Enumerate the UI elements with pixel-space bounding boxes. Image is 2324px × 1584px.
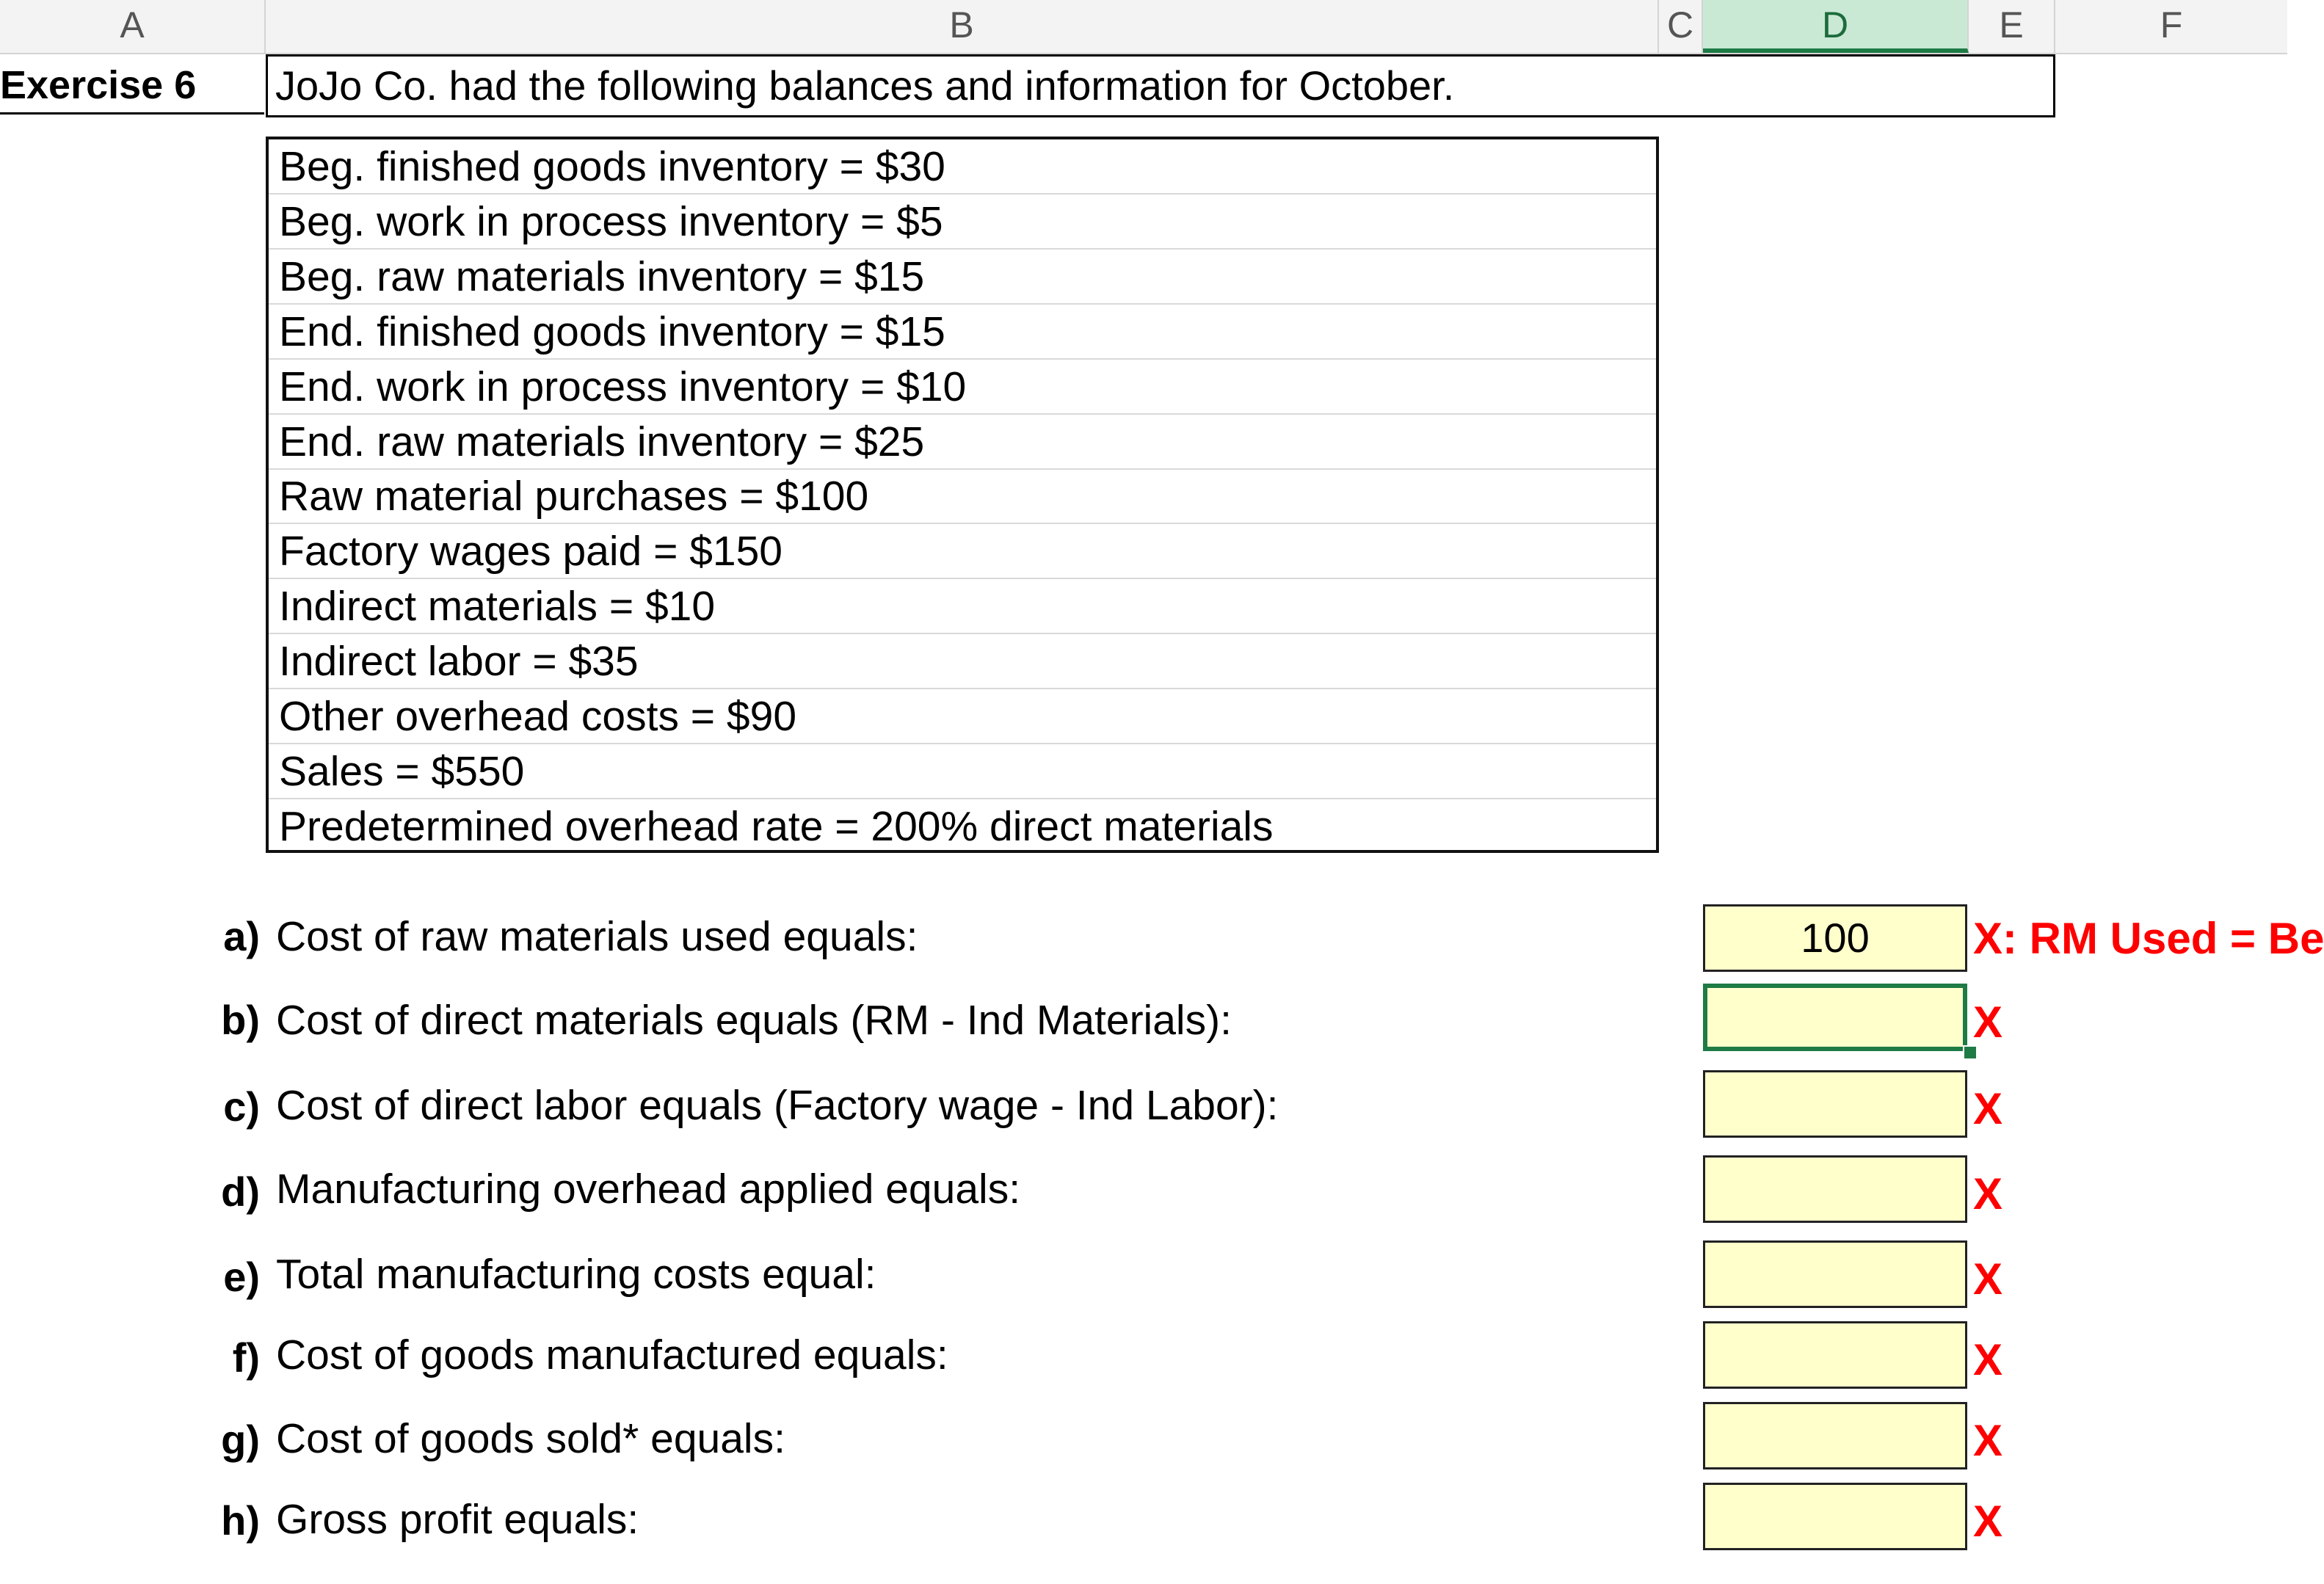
- info-row[interactable]: [269, 195, 1656, 250]
- info-row[interactable]: [269, 305, 1656, 360]
- column-header-bar: [0, 0, 2287, 54]
- column-header-f[interactable]: F: [2160, 4, 2183, 46]
- column-header-a[interactable]: A: [0, 0, 266, 53]
- answer-cell-c[interactable]: [1703, 1070, 1967, 1138]
- info-text: Other overhead costs = $90: [279, 693, 797, 740]
- info-row[interactable]: [269, 250, 1656, 305]
- feedback-mark-a: X: RM Used = Be: [1973, 914, 2324, 963]
- answer-cell-g[interactable]: [1703, 1402, 1967, 1469]
- info-text: End. work in process inventory = $10: [279, 363, 967, 410]
- info-row[interactable]: [269, 360, 1656, 415]
- exercise-title-cell[interactable]: [266, 54, 2055, 117]
- info-row[interactable]: [269, 799, 1656, 854]
- question-letter-h: h): [221, 1497, 260, 1544]
- question-text-f: Cost of goods manufactured equals:: [276, 1331, 948, 1378]
- info-table: [266, 137, 1659, 853]
- info-row[interactable]: [269, 139, 1656, 195]
- info-text: Indirect labor = $35: [279, 638, 639, 686]
- info-text: Beg. raw materials inventory = $15: [279, 253, 925, 300]
- question-letter-g: g): [221, 1417, 260, 1463]
- info-text: Sales = $550: [279, 747, 525, 795]
- exercise-title: JoJo Co. had the following balances and information for October.: [275, 62, 1455, 109]
- feedback-mark-h: X: [1973, 1497, 2003, 1546]
- column-header-b[interactable]: B: [266, 0, 1659, 53]
- info-text: Indirect materials = $10: [279, 583, 716, 631]
- question-text-e: Total manufacturing costs equal:: [276, 1251, 876, 1298]
- question-letter-f: f): [232, 1334, 260, 1381]
- feedback-mark-f: X: [1973, 1335, 2003, 1384]
- column-header-d[interactable]: D: [1703, 0, 1969, 53]
- answer-cell-d[interactable]: [1703, 1155, 1967, 1223]
- question-text-d: Manufacturing overhead applied equals:: [276, 1166, 1021, 1213]
- question-text-c: Cost of direct labor equals (Factory wage - Ind Labor):: [276, 1082, 1279, 1129]
- info-text: Factory wages paid = $150: [279, 528, 783, 575]
- answer-cell-a[interactable]: 100: [1703, 904, 1967, 972]
- info-row[interactable]: [269, 415, 1656, 470]
- info-row[interactable]: [269, 469, 1656, 524]
- feedback-mark-b: X: [1973, 998, 2003, 1047]
- question-text-h: Gross profit equals:: [276, 1496, 639, 1543]
- answer-cell-h[interactable]: [1703, 1483, 1967, 1550]
- info-text: Beg. work in process inventory = $5: [279, 197, 943, 245]
- info-text: Beg. finished goods inventory = $30: [279, 143, 945, 190]
- info-row[interactable]: [269, 744, 1656, 799]
- feedback-mark-d: X: [1973, 1169, 2003, 1218]
- info-text: Predetermined overhead rate = 200% direct materials: [279, 802, 1274, 850]
- info-row[interactable]: [269, 524, 1656, 579]
- info-text: Raw material purchases = $100: [279, 473, 869, 520]
- question-letter-d: d): [221, 1169, 260, 1215]
- answer-cell-e[interactable]: [1703, 1240, 1967, 1308]
- info-text: End. finished goods inventory = $15: [279, 308, 945, 355]
- feedback-mark-c: X: [1973, 1084, 2003, 1133]
- exercise-label[interactable]: Exercise 6: [0, 56, 264, 115]
- answer-cell-f[interactable]: [1703, 1321, 1967, 1389]
- question-letter-e: e): [223, 1254, 260, 1300]
- question-letter-a: a): [223, 913, 260, 959]
- info-row[interactable]: [269, 579, 1656, 634]
- info-row[interactable]: [269, 634, 1656, 689]
- question-text-g: Cost of goods sold* equals:: [276, 1415, 785, 1462]
- question-letter-c: c): [223, 1083, 260, 1130]
- feedback-mark-g: X: [1973, 1416, 2003, 1465]
- feedback-mark-e: X: [1973, 1254, 2003, 1304]
- question-text-b: Cost of direct materials equals (RM - Ind Materials):: [276, 997, 1232, 1044]
- column-header-c[interactable]: C: [1659, 0, 1703, 53]
- answer-cell-b[interactable]: [1703, 984, 1967, 1051]
- info-row[interactable]: [269, 689, 1656, 744]
- column-header-e[interactable]: E: [1969, 0, 2055, 53]
- info-text: End. raw materials inventory = $25: [279, 418, 925, 465]
- question-text-a: Cost of raw materials used equals:: [276, 913, 918, 960]
- question-letter-b: b): [221, 997, 260, 1043]
